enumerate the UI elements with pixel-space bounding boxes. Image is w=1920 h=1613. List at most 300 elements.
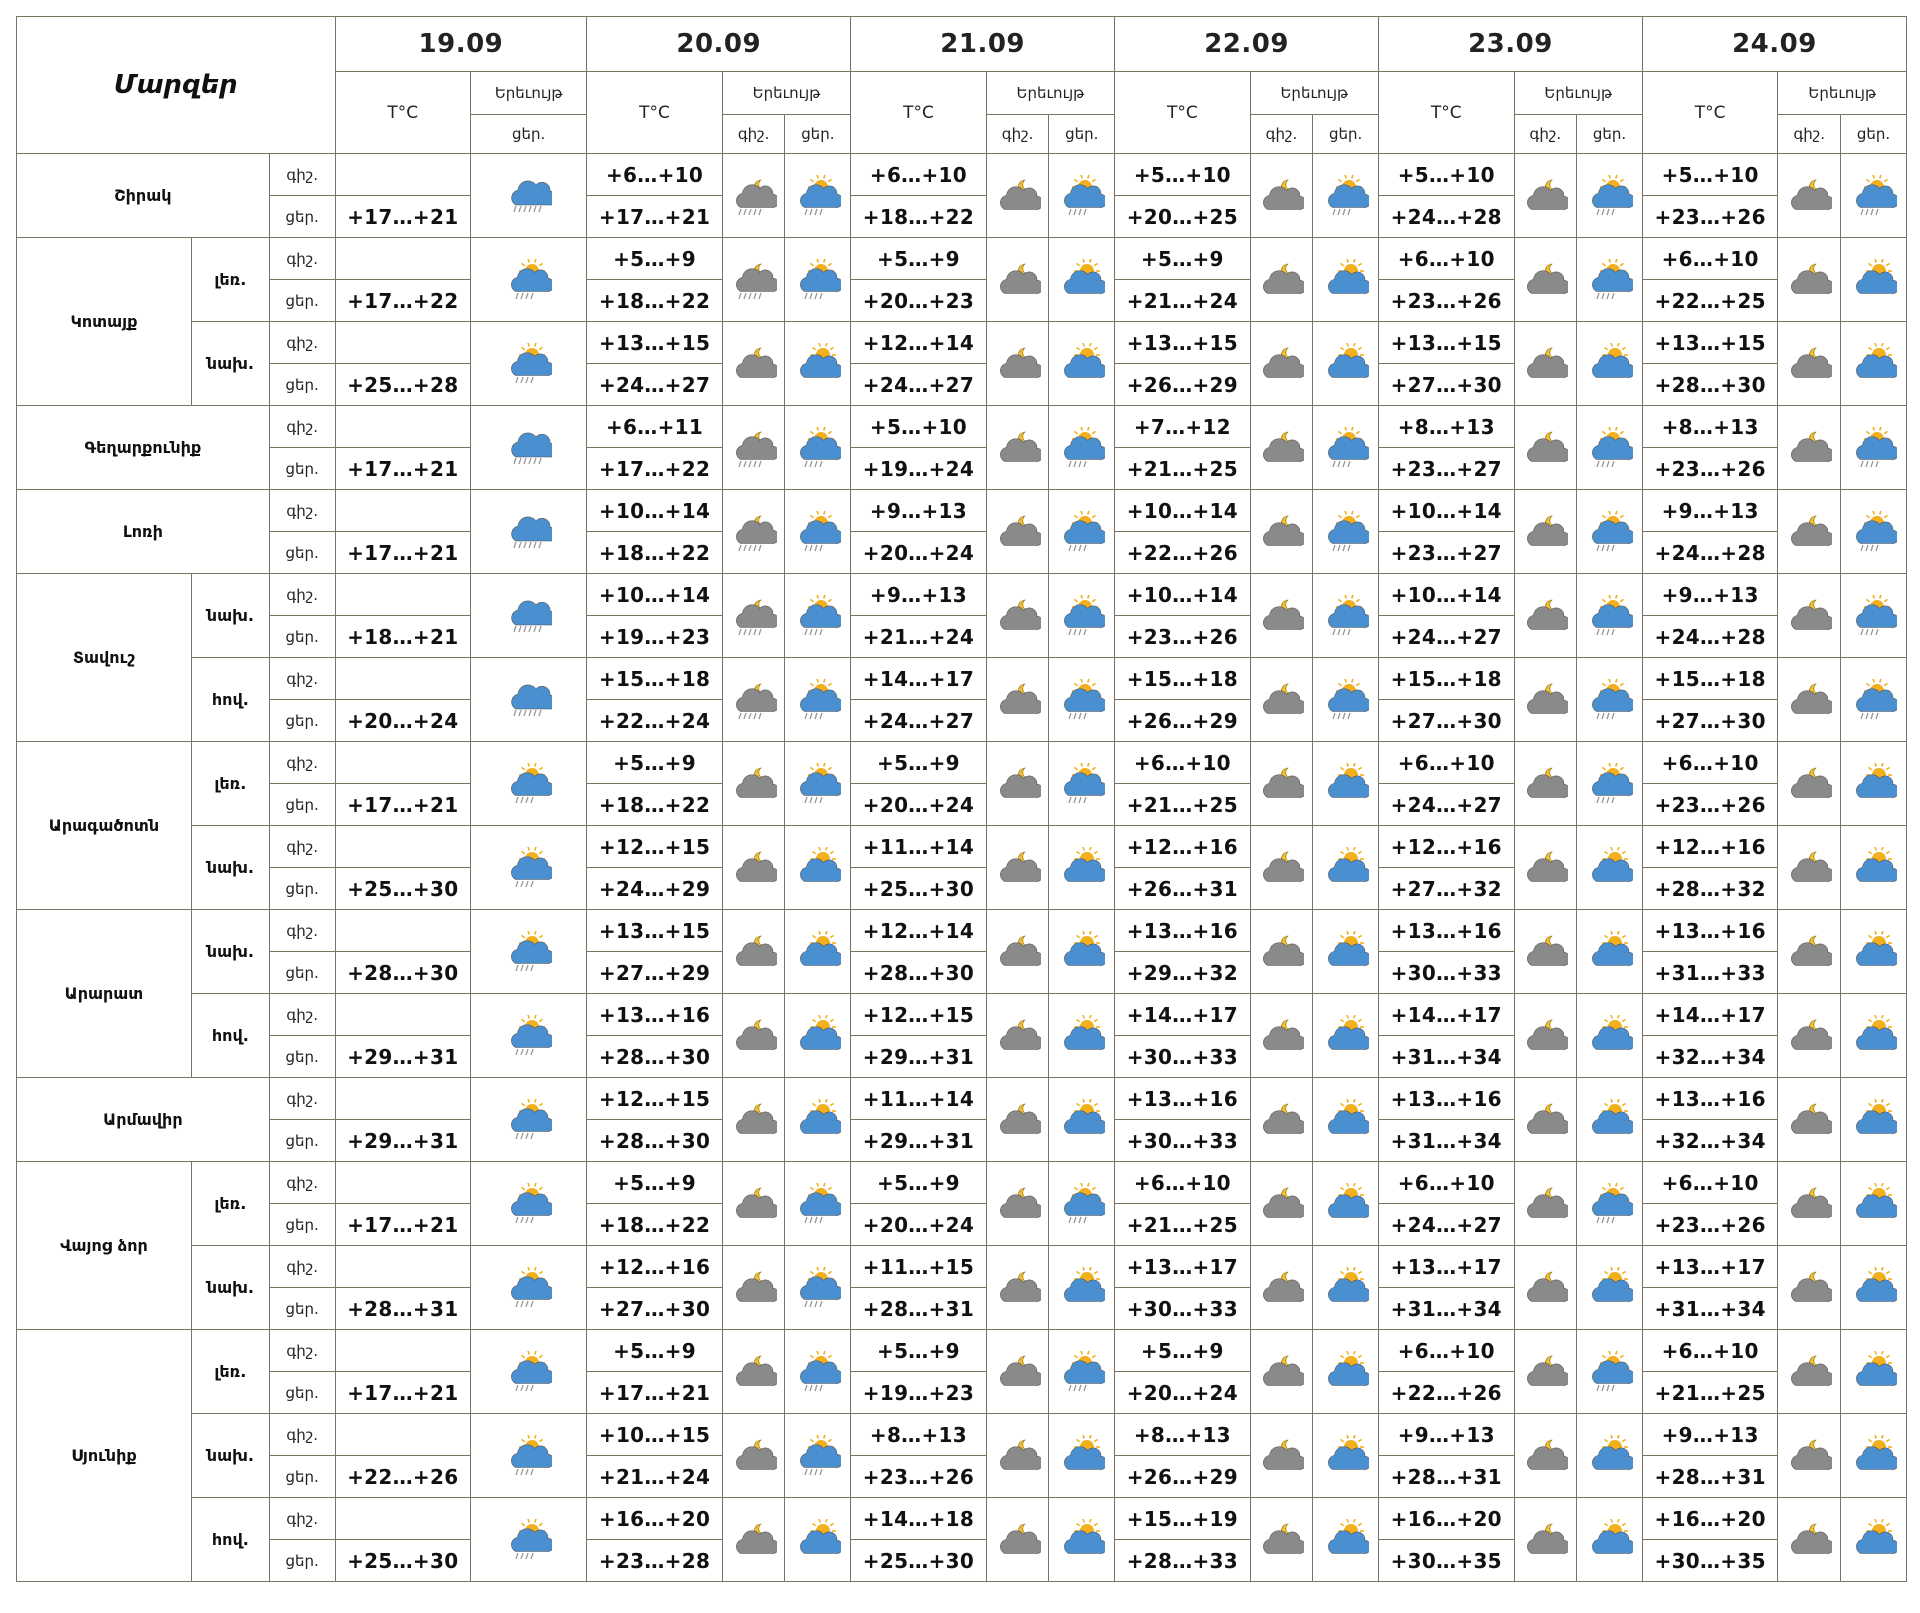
weather-cell — [1778, 322, 1841, 406]
weather-cell — [1577, 1414, 1643, 1498]
temp-night: +5…+9 — [851, 1330, 986, 1372]
weather-cell — [471, 910, 587, 994]
sun-cloud-icon — [1313, 1267, 1378, 1309]
sun-cloud-rain-icon — [471, 1183, 586, 1225]
sun-cloud-rain-icon — [471, 1267, 586, 1309]
weather-cell — [785, 238, 851, 322]
moon-cloud-rain-icon — [723, 427, 785, 469]
temp-night: +14…+18 — [851, 1498, 986, 1540]
sun-cloud-icon — [1313, 1015, 1378, 1057]
weather-cell — [1577, 154, 1643, 238]
sun-cloud-rain-icon — [1049, 679, 1114, 721]
weather-cell — [1841, 322, 1907, 406]
sun-cloud-rain-icon — [1049, 763, 1114, 805]
temp-day: +21…+25 — [1115, 784, 1250, 826]
weather-cell — [1514, 238, 1577, 322]
sun-cloud-rain-icon — [471, 763, 586, 805]
subregion-name: նախ. — [191, 322, 269, 406]
weather-cell — [722, 910, 785, 994]
sun-cloud-icon — [1577, 343, 1642, 385]
sun-cloud-rain-icon — [785, 763, 850, 805]
weather-cell — [1778, 826, 1841, 910]
night-row — [17, 1246, 1907, 1288]
temp-day: +18…+22 — [587, 784, 722, 826]
weather-cell — [785, 910, 851, 994]
sun-cloud-icon — [1841, 1267, 1906, 1309]
rain-cloud-icon — [471, 175, 586, 217]
moon-cloud-icon — [1251, 1351, 1313, 1393]
weather-cell — [986, 994, 1049, 1078]
sun-cloud-rain-icon — [785, 175, 850, 217]
weather-cell — [1778, 742, 1841, 826]
weather-cell — [986, 658, 1049, 742]
night-label: գիշ. — [269, 658, 335, 700]
weather-cell — [986, 238, 1049, 322]
night-label: գիշ. — [269, 238, 335, 280]
temp-day: +26…+29 — [1115, 1456, 1250, 1498]
weather-cell — [1250, 1414, 1313, 1498]
sun-cloud-icon — [1313, 1519, 1378, 1561]
weather-cell — [1250, 742, 1313, 826]
rain-cloud-icon — [471, 511, 586, 553]
temp-day: +18…+22 — [587, 532, 722, 574]
temp-day: +28…+30 — [851, 952, 986, 994]
weather-cell — [785, 1414, 851, 1498]
night-label: գիշ. — [269, 490, 335, 532]
temp-night: +12…+16 — [1379, 826, 1514, 868]
temp-day: +19…+23 — [587, 616, 722, 658]
weather-cell — [722, 574, 785, 658]
temp-day: +17…+21 — [335, 1372, 470, 1414]
day-label: ցեր. — [269, 532, 335, 574]
temp-night: +5…+9 — [851, 742, 986, 784]
temp-day: +21…+25 — [1115, 448, 1250, 490]
temp-header: T°C — [1379, 72, 1514, 154]
moon-cloud-icon — [1515, 1099, 1577, 1141]
night-row — [17, 1498, 1907, 1540]
moon-cloud-icon — [1778, 1267, 1840, 1309]
forecast-table — [16, 16, 1907, 1582]
weather-cell — [722, 490, 785, 574]
temp-day: +23…+28 — [587, 1540, 722, 1582]
phenomenon-header: Երեւույթ — [986, 72, 1114, 115]
weather-cell — [1577, 406, 1643, 490]
weather-cell — [1250, 406, 1313, 490]
weather-cell — [1049, 1078, 1115, 1162]
night-label: գիշ. — [269, 154, 335, 196]
night-row — [17, 1414, 1907, 1456]
temp-day: +26…+29 — [1115, 700, 1250, 742]
weather-cell — [1841, 574, 1907, 658]
sun-cloud-rain-icon — [1577, 679, 1642, 721]
day-header: ցեր. — [1577, 115, 1643, 154]
temp-day: +21…+24 — [851, 616, 986, 658]
sun-cloud-icon — [1049, 343, 1114, 385]
moon-cloud-icon — [1778, 1435, 1840, 1477]
temp-day: +25…+30 — [851, 1540, 986, 1582]
temp-day: +25…+28 — [335, 364, 470, 406]
weather-cell — [1514, 910, 1577, 994]
weather-cell — [1514, 154, 1577, 238]
weather-cell — [1313, 910, 1379, 994]
temp-night: +13…+16 — [1642, 910, 1777, 952]
weather-cell — [471, 1414, 587, 1498]
day-header: ցեր. — [1313, 115, 1379, 154]
temp-day: +31…+33 — [1642, 952, 1777, 994]
day-label: ցեր. — [269, 952, 335, 994]
sun-cloud-icon — [1049, 1267, 1114, 1309]
temp-day: +25…+30 — [335, 868, 470, 910]
regions-header: Մարզեր — [17, 17, 336, 154]
temp-night: +13…+15 — [1642, 322, 1777, 364]
sun-cloud-icon — [1577, 1015, 1642, 1057]
moon-cloud-icon — [987, 1015, 1049, 1057]
weather-cell — [1577, 826, 1643, 910]
moon-cloud-icon — [987, 1183, 1049, 1225]
weather-cell — [1049, 658, 1115, 742]
sun-cloud-rain-icon — [1049, 1183, 1114, 1225]
temp-day: +20…+23 — [851, 280, 986, 322]
moon-cloud-icon — [987, 343, 1049, 385]
weather-cell — [1049, 574, 1115, 658]
weather-cell — [785, 1498, 851, 1582]
weather-cell — [1778, 574, 1841, 658]
weather-cell — [785, 658, 851, 742]
sun-cloud-rain-icon — [1313, 427, 1378, 469]
temp-day: +20…+24 — [335, 700, 470, 742]
temp-night: +12…+14 — [851, 322, 986, 364]
weather-cell — [1250, 490, 1313, 574]
day-header: ցեր. — [785, 115, 851, 154]
weather-cell — [1514, 574, 1577, 658]
temp-day: +24…+27 — [851, 700, 986, 742]
sun-cloud-icon — [785, 1519, 850, 1561]
temp-night: +10…+14 — [587, 574, 722, 616]
weather-cell — [1778, 1330, 1841, 1414]
region-name: Տավուշ — [17, 574, 192, 742]
weather-cell — [1313, 1162, 1379, 1246]
temp-day: +22…+25 — [1642, 280, 1777, 322]
temp-night: +11…+15 — [851, 1246, 986, 1288]
sun-cloud-rain-icon — [785, 1267, 850, 1309]
temp-night: +12…+15 — [851, 994, 986, 1036]
temp-day: +29…+31 — [851, 1120, 986, 1162]
day-label: ցեր. — [269, 1036, 335, 1078]
sun-cloud-rain-icon — [785, 595, 850, 637]
weather-cell — [1577, 1078, 1643, 1162]
temp-header: T°C — [1642, 72, 1777, 154]
weather-cell — [471, 1246, 587, 1330]
temp-night: +12…+16 — [1642, 826, 1777, 868]
temp-night: +14…+17 — [1115, 994, 1250, 1036]
weather-cell — [1250, 910, 1313, 994]
moon-cloud-icon — [723, 1267, 785, 1309]
temp-day: +22…+24 — [587, 700, 722, 742]
night-row — [17, 1330, 1907, 1372]
weather-cell — [1313, 1246, 1379, 1330]
temp-night: +12…+16 — [1115, 826, 1250, 868]
sun-cloud-rain-icon — [785, 259, 850, 301]
weather-cell — [1841, 742, 1907, 826]
temp-day: +24…+27 — [1379, 784, 1514, 826]
temp-night: +7…+12 — [1115, 406, 1250, 448]
temp-night: +12…+15 — [587, 826, 722, 868]
phenomenon-header: Երեւույթ — [1778, 72, 1907, 115]
sun-cloud-icon — [1313, 1183, 1378, 1225]
region-name: Կոտայք — [17, 238, 192, 406]
night-label: գիշ. — [269, 910, 335, 952]
weather-cell — [1778, 910, 1841, 994]
weather-cell — [1841, 1330, 1907, 1414]
temp-night: +13…+16 — [1115, 1078, 1250, 1120]
sun-cloud-rain-icon — [1577, 763, 1642, 805]
moon-cloud-icon — [723, 1015, 785, 1057]
night-row — [17, 994, 1907, 1036]
weather-cell — [1514, 322, 1577, 406]
day-label: ցեր. — [269, 1540, 335, 1582]
temp-night: +11…+14 — [851, 1078, 986, 1120]
temp-night: +13…+17 — [1642, 1246, 1777, 1288]
temp-day: +29…+32 — [1115, 952, 1250, 994]
weather-cell — [986, 154, 1049, 238]
temp-day: +30…+33 — [1115, 1120, 1250, 1162]
weather-cell — [1577, 1330, 1643, 1414]
temp-night: +8…+13 — [1379, 406, 1514, 448]
night-row — [17, 1078, 1907, 1120]
temp-day: +27…+29 — [587, 952, 722, 994]
night-label: գիշ. — [269, 1414, 335, 1456]
temp-day: +20…+24 — [851, 532, 986, 574]
moon-cloud-icon — [1251, 259, 1313, 301]
temp-day: +19…+24 — [851, 448, 986, 490]
moon-cloud-icon — [1515, 679, 1577, 721]
temp-night: +5…+9 — [1115, 1330, 1250, 1372]
weather-cell — [722, 1414, 785, 1498]
weather-cell — [1313, 154, 1379, 238]
weather-cell — [785, 1246, 851, 1330]
weather-cell — [1577, 1162, 1643, 1246]
temp-day: +32…+34 — [1642, 1036, 1777, 1078]
moon-cloud-icon — [1778, 343, 1840, 385]
weather-cell — [722, 658, 785, 742]
moon-cloud-icon — [1515, 763, 1577, 805]
moon-cloud-icon — [987, 595, 1049, 637]
sun-cloud-rain-icon — [785, 679, 850, 721]
weather-cell — [1049, 406, 1115, 490]
night-label: գիշ. — [269, 322, 335, 364]
temp-day: +23…+26 — [1642, 196, 1777, 238]
weather-cell — [1250, 1078, 1313, 1162]
temp-night-empty — [335, 406, 470, 448]
temp-day: +17…+22 — [587, 448, 722, 490]
temp-night-empty — [335, 742, 470, 784]
temp-day: +17…+21 — [335, 448, 470, 490]
night-header: գիշ. — [722, 115, 785, 154]
subregion-name: նախ. — [191, 574, 269, 658]
temp-day: +28…+31 — [851, 1288, 986, 1330]
temp-day: +30…+35 — [1379, 1540, 1514, 1582]
temp-night: +5…+10 — [1115, 154, 1250, 196]
weather-cell — [1514, 490, 1577, 574]
moon-cloud-icon — [1251, 343, 1313, 385]
moon-cloud-icon — [1778, 1099, 1840, 1141]
night-label: գիշ. — [269, 1078, 335, 1120]
date-header: 20.09 — [587, 17, 851, 72]
weather-cell — [1778, 238, 1841, 322]
temp-night: +15…+19 — [1115, 1498, 1250, 1540]
weather-cell — [1313, 826, 1379, 910]
night-row — [17, 406, 1907, 448]
night-row — [17, 238, 1907, 280]
header-date-row — [17, 17, 1907, 72]
weather-cell — [1313, 994, 1379, 1078]
temp-night: +9…+13 — [1642, 574, 1777, 616]
weather-cell — [471, 238, 587, 322]
moon-cloud-icon — [1515, 1183, 1577, 1225]
weather-cell — [785, 1162, 851, 1246]
temp-night: +15…+18 — [1642, 658, 1777, 700]
sun-cloud-rain-icon — [1841, 427, 1906, 469]
night-row — [17, 490, 1907, 532]
moon-cloud-icon — [1515, 1351, 1577, 1393]
temp-day: +23…+27 — [1379, 532, 1514, 574]
weather-cell — [1049, 322, 1115, 406]
sun-cloud-icon — [1841, 343, 1906, 385]
weather-cell — [1250, 1330, 1313, 1414]
moon-cloud-icon — [1778, 1015, 1840, 1057]
moon-cloud-icon — [1515, 511, 1577, 553]
sun-cloud-icon — [1313, 1351, 1378, 1393]
moon-cloud-icon — [1251, 1099, 1313, 1141]
temp-night: +9…+13 — [1379, 1414, 1514, 1456]
temp-day: +23…+26 — [1379, 280, 1514, 322]
temp-day: +29…+31 — [335, 1120, 470, 1162]
moon-cloud-icon — [1515, 175, 1577, 217]
sun-cloud-rain-icon — [471, 847, 586, 889]
day-header: ցեր. — [471, 115, 587, 154]
weather-cell — [1778, 406, 1841, 490]
temp-night: +12…+16 — [587, 1246, 722, 1288]
weather-cell — [1514, 742, 1577, 826]
weather-cell — [722, 1498, 785, 1582]
weather-cell — [722, 322, 785, 406]
sun-cloud-icon — [1577, 1435, 1642, 1477]
moon-cloud-rain-icon — [723, 175, 785, 217]
weather-cell — [722, 1078, 785, 1162]
weather-cell — [785, 154, 851, 238]
sun-cloud-icon — [1049, 1519, 1114, 1561]
weather-cell — [471, 1162, 587, 1246]
temp-night: +9…+13 — [851, 490, 986, 532]
temp-night: +15…+18 — [1379, 658, 1514, 700]
temp-day: +32…+34 — [1642, 1120, 1777, 1162]
temp-day: +30…+35 — [1642, 1540, 1777, 1582]
temp-night: +13…+16 — [1115, 910, 1250, 952]
sun-cloud-rain-icon — [1049, 175, 1114, 217]
sun-cloud-rain-icon — [1577, 427, 1642, 469]
temp-night: +10…+14 — [1115, 574, 1250, 616]
weather-cell — [1250, 1162, 1313, 1246]
moon-cloud-icon — [1515, 1267, 1577, 1309]
temp-night: +16…+20 — [1642, 1498, 1777, 1540]
temp-day: +22…+26 — [335, 1456, 470, 1498]
phenomenon-header: Երեւույթ — [1514, 72, 1642, 115]
moon-cloud-icon — [987, 763, 1049, 805]
sun-cloud-icon — [1841, 1099, 1906, 1141]
weather-cell — [1577, 490, 1643, 574]
night-header: գիշ. — [1778, 115, 1841, 154]
sun-cloud-icon — [1049, 1099, 1114, 1141]
weather-cell — [1049, 1414, 1115, 1498]
moon-cloud-icon — [987, 427, 1049, 469]
temp-night-empty — [335, 490, 470, 532]
sun-cloud-rain-icon — [1841, 511, 1906, 553]
temp-day: +27…+30 — [1642, 700, 1777, 742]
date-header: 19.09 — [335, 17, 587, 72]
weather-cell — [1049, 994, 1115, 1078]
temp-day: +18…+22 — [851, 196, 986, 238]
day-header: ցեր. — [1049, 115, 1115, 154]
temp-day: +22…+26 — [1115, 532, 1250, 574]
temp-night: +13…+15 — [1115, 322, 1250, 364]
temp-day: +30…+33 — [1115, 1288, 1250, 1330]
moon-cloud-icon — [1778, 175, 1840, 217]
weather-cell — [1841, 1078, 1907, 1162]
weather-cell — [785, 742, 851, 826]
weather-cell — [1577, 238, 1643, 322]
temp-day: +19…+23 — [851, 1372, 986, 1414]
weather-cell — [1514, 994, 1577, 1078]
moon-cloud-icon — [1251, 511, 1313, 553]
day-label: ցեր. — [269, 616, 335, 658]
sun-cloud-icon — [1049, 1435, 1114, 1477]
moon-cloud-icon — [1251, 595, 1313, 637]
temp-day: +28…+32 — [1642, 868, 1777, 910]
moon-cloud-rain-icon — [723, 595, 785, 637]
temp-night: +16…+20 — [587, 1498, 722, 1540]
moon-cloud-icon — [1251, 763, 1313, 805]
day-label: ցեր. — [269, 280, 335, 322]
weather-cell — [1841, 658, 1907, 742]
moon-cloud-icon — [723, 1183, 785, 1225]
temp-day: +21…+25 — [1642, 1372, 1777, 1414]
sun-cloud-rain-icon — [1577, 511, 1642, 553]
temp-night: +5…+10 — [1379, 154, 1514, 196]
weather-cell — [1841, 1246, 1907, 1330]
sun-cloud-icon — [1841, 1351, 1906, 1393]
region-name: Սյունիք — [17, 1330, 192, 1582]
moon-cloud-icon — [1515, 1519, 1577, 1561]
temp-header: T°C — [335, 72, 470, 154]
weather-cell — [986, 910, 1049, 994]
weather-cell — [1049, 910, 1115, 994]
weather-cell — [1514, 1162, 1577, 1246]
weather-cell — [1250, 154, 1313, 238]
temp-night: +13…+17 — [1379, 1246, 1514, 1288]
sun-cloud-icon — [1313, 931, 1378, 973]
temp-night: +6…+10 — [587, 154, 722, 196]
temp-night-empty — [335, 1246, 470, 1288]
weather-cell — [1250, 574, 1313, 658]
moon-cloud-icon — [723, 1351, 785, 1393]
night-row — [17, 322, 1907, 364]
moon-cloud-icon — [987, 931, 1049, 973]
temp-day: +24…+28 — [1379, 196, 1514, 238]
temp-day: +24…+27 — [851, 364, 986, 406]
weather-cell — [1514, 1414, 1577, 1498]
weather-cell — [986, 1414, 1049, 1498]
night-label: գիշ. — [269, 1330, 335, 1372]
